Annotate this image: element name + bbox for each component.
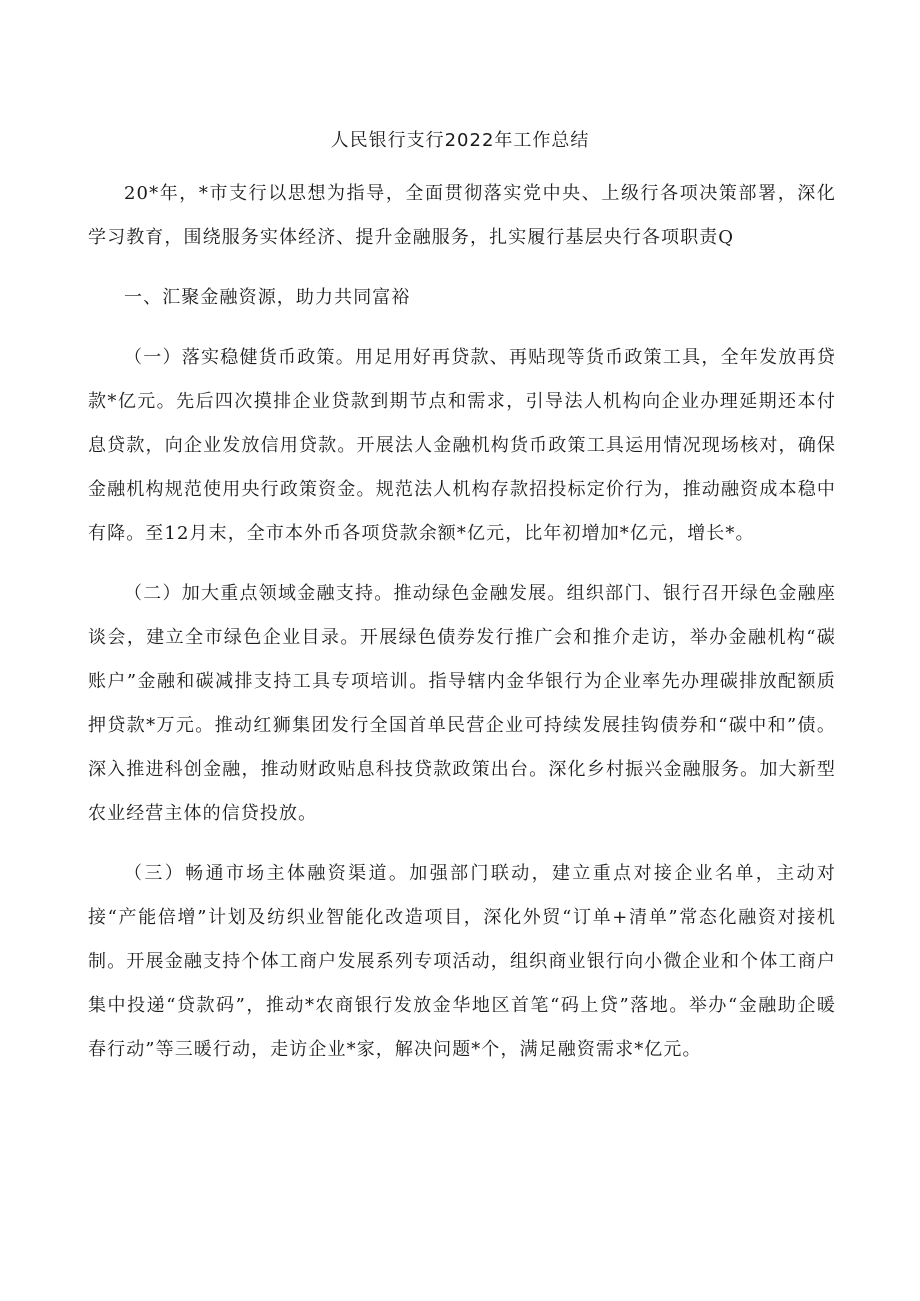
- intro-paragraph: 20*年，*市支行以思想为指导，全面贯彻落实党中央、上级行各项决策部署，深化学习教育，围绕服务实体经济、提升金融服务，扎实履行基层央行各项职责Q: [88, 183, 836, 248]
- document-body: [88, 172, 836, 1088]
- subsection-paragraph-3: （三）畅通市场主体融资渠道。加强部门联动，建立重点对接企业名单，主动对接“产能倍增”计划及纺织业智能化改造项目，深化外贸“订单+清单”常态化融资对接机制。开展金融支持个体工商户发展系列专项活动，组织商业银行向小微企业和个体工商户集中投递“贷款码”，推动*农商银行发放金华地区首笔“码上贷”落地。举办“金融助企暖春行动”等三暖行动，走访企业*家，解决问题*个，满足融资需求*亿元。: [88, 863, 836, 1060]
- subsection-paragraph-2: （二）加大重点领域金融支持。推动绿色金融发展。组织部门、银行召开绿色金融座谈会，建立全市绿色企业目录。开展绿色债券发行推广会和推介走访，举办金融机构“碳账户”金融和碳减排支持工具专项培训。指导辖内金华银行为企业率先办理碳排放配额质押贷款*万元。推动红狮集团发行全国首单民营企业可持续发展挂钩债券和“碳中和”债。深入推进科创金融，推动财政贴息科技贷款政策出台。深化乡村振兴金融服务。加大新型农业经营主体的信贷投放。: [88, 583, 836, 824]
- section-heading-1: 一、汇聚金融资源，助力共同富裕: [124, 287, 411, 308]
- subsection-paragraph-1: （一）落实稳健货币政策。用足用好再贷款、再贴现等货币政策工具，全年发放再贷款*亿元。先后四次摸排企业贷款到期节点和需求，引导法人机构向企业办理延期还本付息贷款，向企业发放信用贷款。开展法人金融机构货币政策工具运用情况现场核对，确保金融机构规范使用央行政策资金。规范法人机构存款招投标定价行为，推动融资成本稳中有降。至12月末，全市本外币各项贷款余额*亿元，比年初增加*亿元，增长*。: [88, 347, 836, 544]
- document-title: 人民银行支行2022年工作总结: [330, 130, 590, 151]
